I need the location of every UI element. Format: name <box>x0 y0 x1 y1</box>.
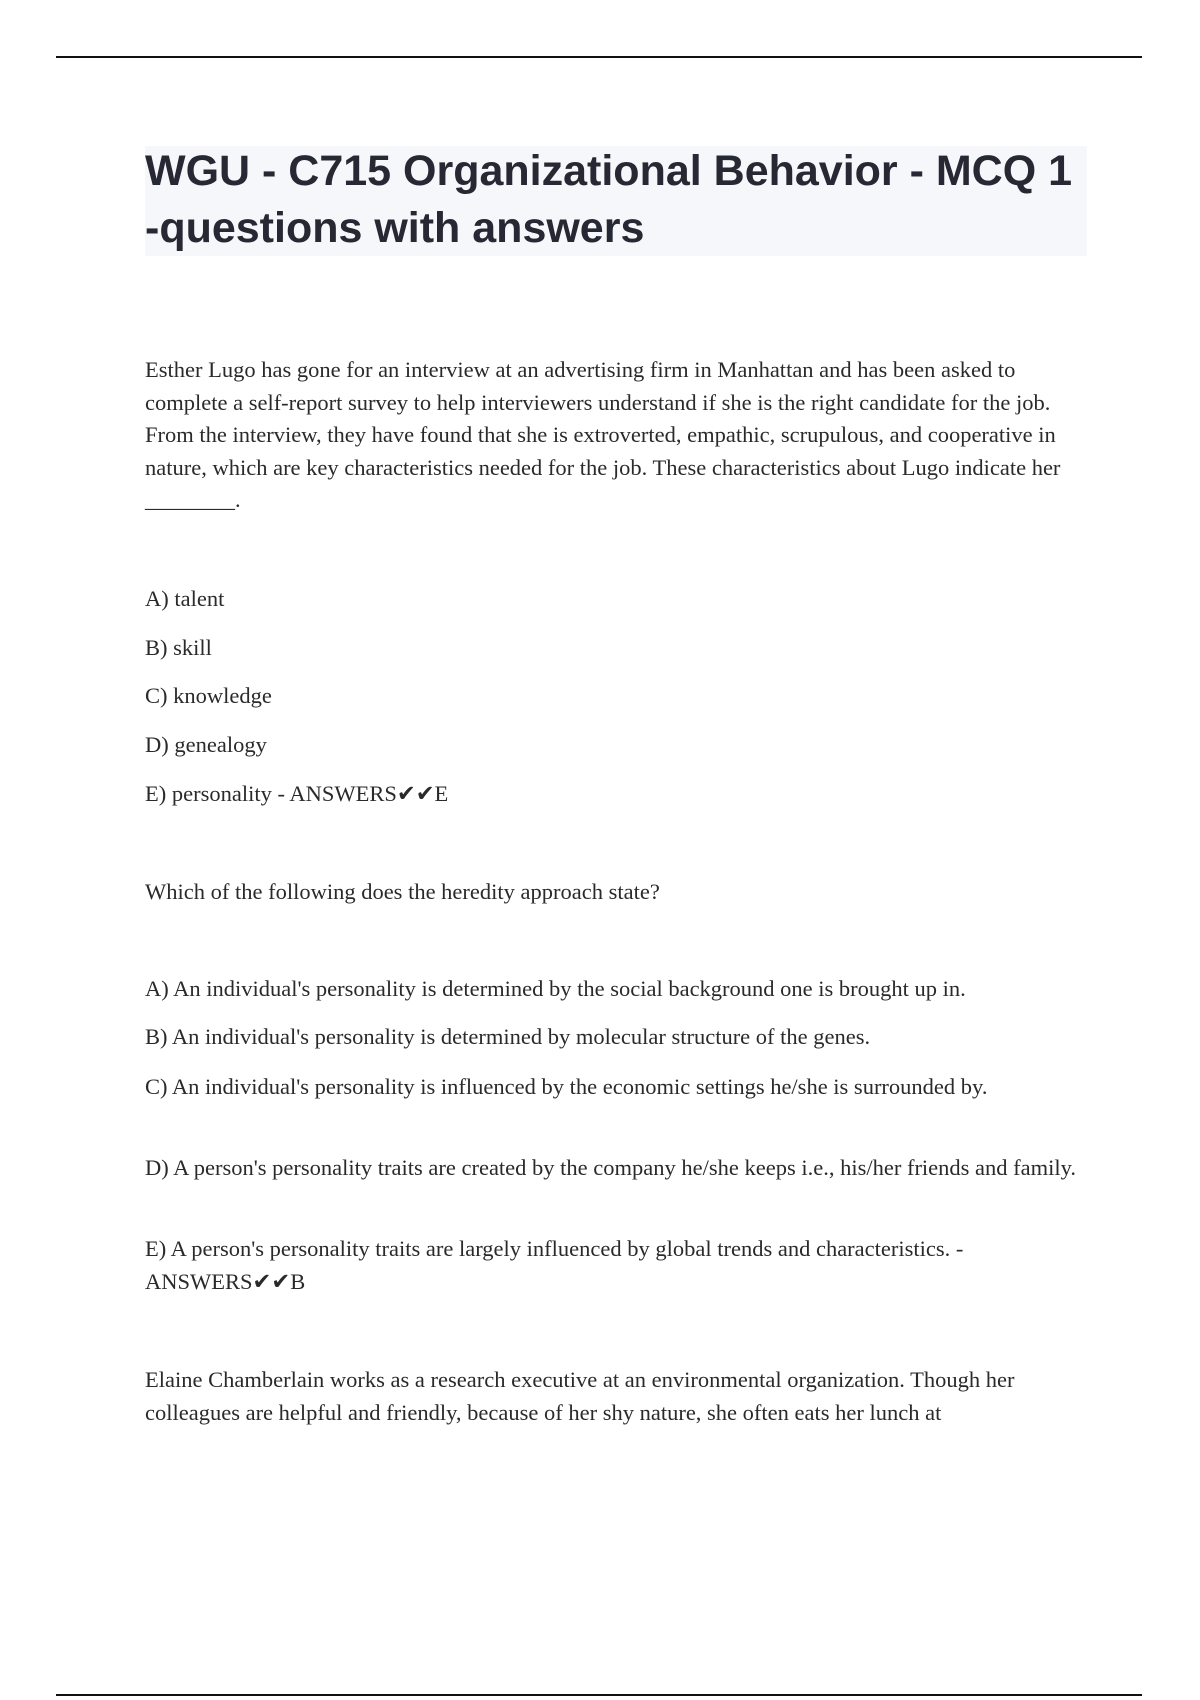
question-1-option-a: A) talent <box>145 586 225 611</box>
question-3-stem: Elaine Chamberlain works as a research executive at an environmental organization. Though her colleagues are helpful and friendly, because of her shy nature, she often eats her lunch at <box>145 1367 1015 1425</box>
bottom-rule <box>56 1694 1142 1696</box>
question-1-option-d: D) genealogy <box>145 732 267 757</box>
top-rule <box>56 56 1142 58</box>
question-1-stem: Esther Lugo has gone for an interview at an advertising firm in Manhattan and has been asked to complete a self-report survey to help interviewers understand if she is the right candidate for the job. From the interview, they have found that she is extroverted, empathic, scrupulous, and cooperative in nature, which are key characteristics needed for the job. These characteristics about Lugo indicate her ________. <box>145 357 1061 512</box>
question-2-option-b: B) An individual's personality is determined by molecular structure of the genes. <box>145 1024 871 1049</box>
question-1-option-c: C) knowledge <box>145 683 272 708</box>
question-1-option-e-answer: E) personality - ANSWERS✔✔E <box>145 781 449 806</box>
question-2-option-a: A) An individual's personality is determined by the social background one is brought up in. <box>145 976 966 1001</box>
question-2-option-d: D) A person's personality traits are created by the company he/she keeps i.e., his/her friends and family. <box>145 1155 1077 1180</box>
question-1-option-b: B) skill <box>145 635 212 660</box>
question-2-option-c: C) An individual's personality is influenced by the economic settings he/she is surrounded by. <box>145 1074 988 1099</box>
question-2-stem: Which of the following does the heredity approach state? <box>145 879 660 904</box>
question-2-option-e-answer: E) A person's personality traits are largely influenced by global trends and characteristics. - ANSWERS✔✔B <box>145 1236 964 1294</box>
document-title: WGU - C715 Organizational Behavior - MCQ 1 -questions with answers <box>145 147 1073 252</box>
